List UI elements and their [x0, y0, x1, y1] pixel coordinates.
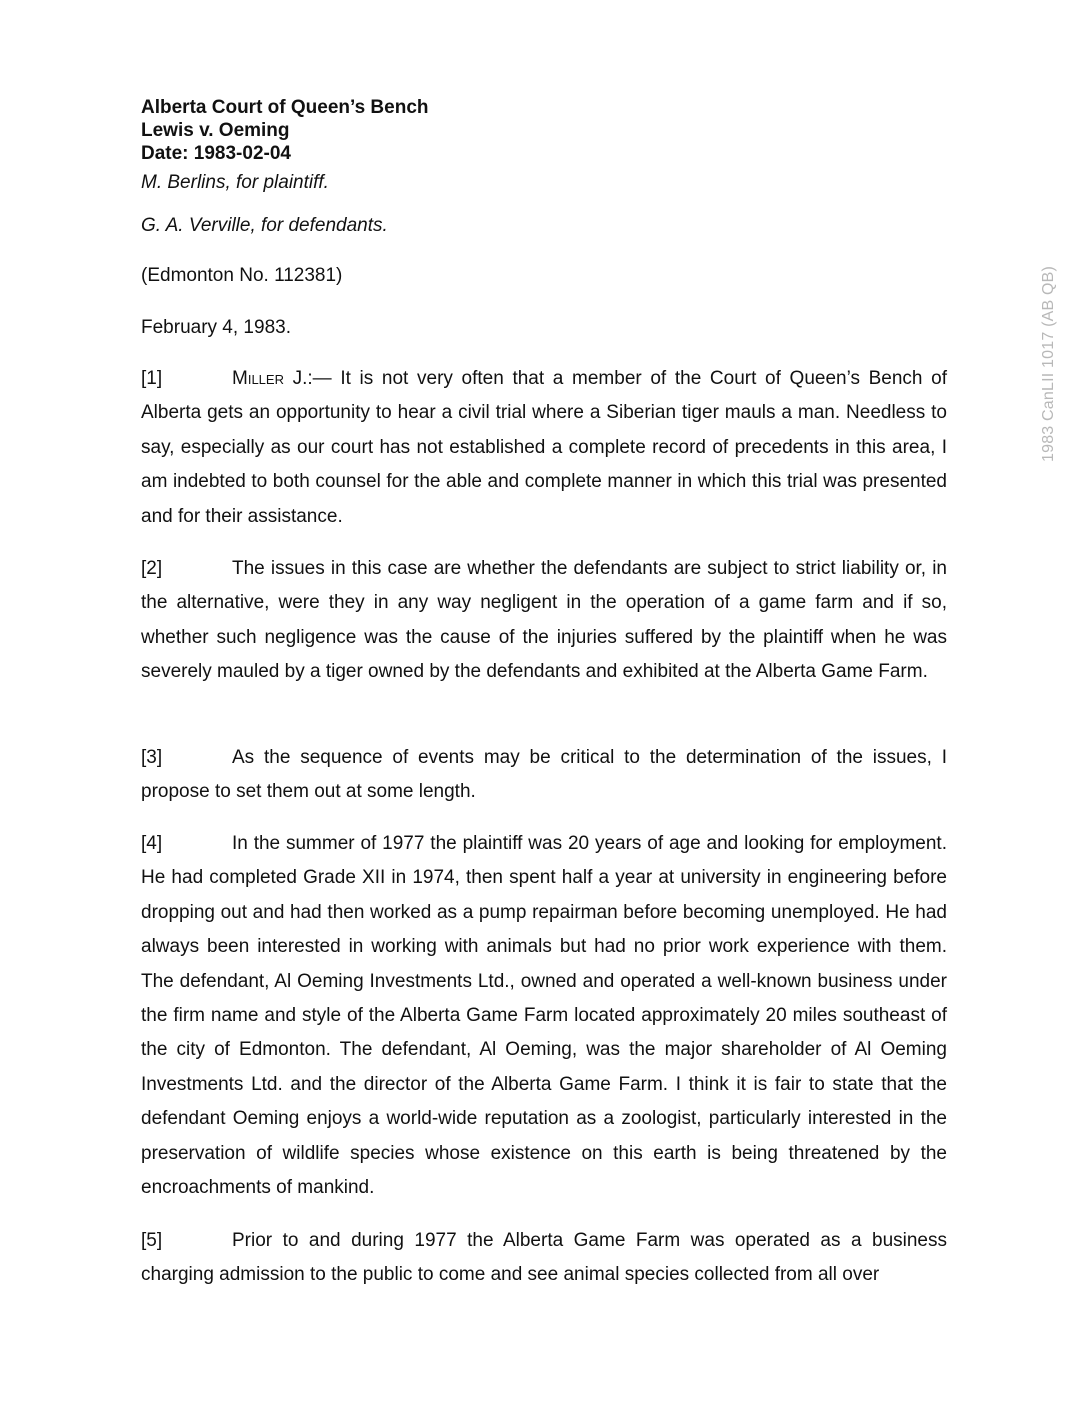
counsel-plaintiff: M. Berlins, for plaintiff. [141, 172, 329, 193]
canlii-citation-watermark: 1983 CanLII 1017 (AB QB) [1040, 265, 1057, 462]
paragraph-number: [4] [141, 833, 163, 854]
judge-name: Miller J. [232, 368, 308, 389]
case-name: Lewis v. Oeming [141, 120, 290, 141]
court-name: Alberta Court of Queen’s Bench [141, 97, 429, 118]
paragraph-number: [3] [141, 747, 163, 768]
paragraph-text: :— It is not very often that a member of the Court of Queen’s Bench of Alberta gets an opportunity to hear a civil trial where a Siberian tiger mauls a man. Needless to say, especially as our court has not established a complete record of precedents in this area, I am indebted to both counsel for the able and complete manner in which this trial was presented and for their assistance. [141, 368, 947, 527]
file-number: (Edmonton No. 112381) [141, 265, 343, 286]
paragraph-number: [5] [141, 1230, 163, 1251]
paragraph-text: Prior to and during 1977 the Alberta Game Farm was operated as a business charging admission to the public to come and see animal species collected from all over [141, 1230, 947, 1286]
case-date: Date: 1983-02-04 [141, 143, 291, 164]
paragraph-1 [141, 362, 947, 534]
paragraph-4 [141, 827, 947, 1205]
paragraph-text: As the sequence of events may be critical to the determination of the issues, I propose to set them out at some length. [141, 747, 947, 803]
paragraph-3 [141, 741, 947, 810]
paragraph-number: [1] [141, 368, 163, 389]
paragraph-2 [141, 552, 947, 690]
paragraph-5 [141, 1224, 947, 1293]
paragraph-text: In the summer of 1977 the plaintiff was 20 years of age and looking for employment. He had completed Grade XII in 1974, then spent half a year at university in engineering before dropping out and had then worked as a pump repairman before becoming unemployed. He had always been interested in working with animals but had no prior work experience with them. The defendant, Al Oeming Investments Ltd., owned and operated a well-known business under the firm name and style of the Alberta Game Farm located approximately 20 miles southeast of the city of Edmonton. The defendant, Al Oeming, was the major shareholder of Al Oeming Investments Ltd. and the director of the Alberta Game Farm. I think it is fair to state that the defendant Oeming enjoys a world-wide reputation as a zoologist, particularly interested in the preservation of wildlife species whose existence on this earth is being threatened by the encroachments of mankind. [141, 833, 947, 1199]
paragraph-number: [2] [141, 558, 163, 579]
paragraph-text: The issues in this case are whether the defendants are subject to strict liability or, in the alternative, were they in any way negligent in the operation of a game farm and if so, whether such negligence was the cause of the injuries suffered by the plaintiff when he was severely mauled by a tiger owned by the defendants and exhibited at the Alberta Game Farm. [141, 558, 947, 683]
counsel-defendants: G. A. Verville, for defendants. [141, 215, 388, 236]
case-header [141, 96, 901, 165]
decision-date: February 4, 1983. [141, 317, 291, 338]
